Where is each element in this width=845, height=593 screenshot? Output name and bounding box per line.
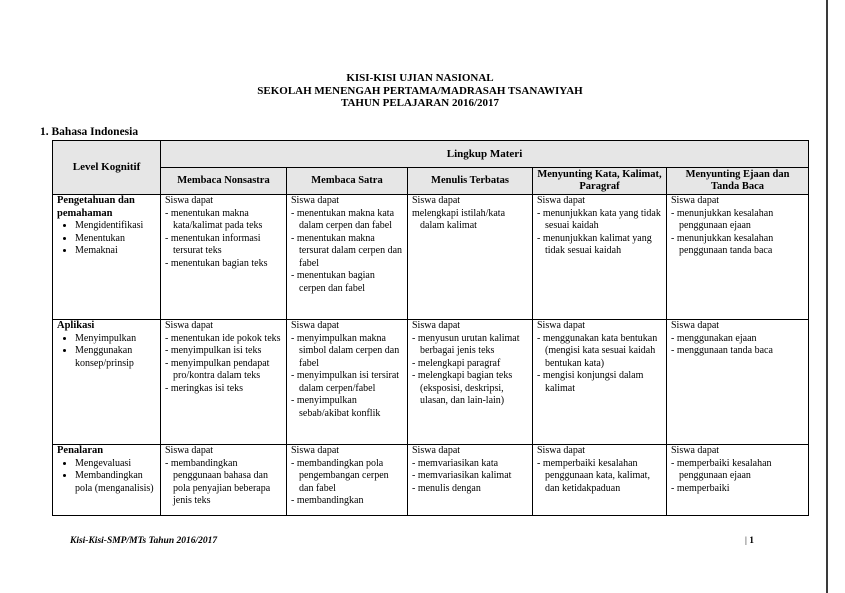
- table-cell: [287, 195, 408, 320]
- cell-line: Siswa dapat: [165, 445, 214, 456]
- cell-line: - menggunaan tanda baca: [671, 345, 773, 356]
- level-title: Pengetahuan dan pemahaman: [57, 195, 135, 219]
- cell-line: Siswa dapat: [412, 320, 461, 331]
- cell-line: - menentukan makna tersurat dalam cerpen dan fabel: [291, 232, 403, 269]
- cell-line: Siswa dapat: [671, 445, 720, 456]
- cell-line: - memperbaiki: [671, 482, 730, 494]
- table-cell: [667, 320, 809, 445]
- level-bullet: • Menggunakan konsep/prinsip: [75, 345, 156, 370]
- cell-line: - menyusun urutan kalimat berbagai jenis teks: [412, 332, 520, 356]
- section-heading: 1. Bahasa Indonesia: [40, 126, 139, 138]
- column-header: Menulis Terbatas: [408, 168, 533, 195]
- title-line-2: SEKOLAH MENENGAH PERTAMA/MADRASAH TSANAWIYAH: [257, 84, 583, 97]
- cell-line: - menyimpulkan pendapat pro/kontra dalam teks: [165, 357, 270, 381]
- table-cell: [408, 195, 533, 320]
- cell-line: - membandingkan pola pengembangan cerpen dan fabel: [291, 457, 389, 494]
- level-kognitif-header: Level Kognitif: [53, 141, 161, 195]
- cell-line: Siswa dapat: [537, 195, 586, 206]
- cell-line: - menunjukkan kata yang tidak sesuai kaidah: [537, 207, 661, 231]
- cell-line: - memperbaiki kesalahan penggunaan kata, kalimat, dan ketidakpaduan: [537, 457, 650, 494]
- level-cell: [53, 445, 161, 516]
- cell-line: Siswa dapat: [537, 445, 586, 456]
- cell-line: - menentukan makna kata/kalimat pada teks: [165, 207, 263, 231]
- table-cell: [287, 445, 408, 516]
- page-edge-bar: [826, 0, 828, 593]
- cell-line: Siswa dapat: [412, 195, 461, 206]
- page-number: 1: [749, 536, 755, 546]
- document-title: [40, 72, 800, 110]
- cell-line: - menentukan makna kata dalam cerpen dan fabel: [291, 207, 395, 231]
- cell-line: Siswa dapat: [291, 195, 340, 206]
- table-cell: [287, 320, 408, 445]
- column-header: Membaca Nonsastra: [161, 168, 287, 195]
- cell-line: melengkapi istilah/kata dalam kalimat: [412, 207, 506, 231]
- cell-line: - menyimpulkan isi tersirat dalam cerpen/fabel: [291, 370, 400, 394]
- cell-line: - menggunakan kata bentukan (mengisi kata sesuai kaidah bentukan kata): [537, 332, 658, 369]
- table-cell: [533, 320, 667, 445]
- level-cell: [53, 320, 161, 445]
- level-bullet: • Membandingkan pola (menganalisis): [75, 470, 156, 495]
- cell-line: Siswa dapat: [291, 445, 340, 456]
- table-cell: [533, 445, 667, 516]
- cell-line: - menunjukkan kalimat yang tidak sesuai kaidah: [537, 232, 652, 256]
- column-header: Menyunting Kata, Kalimat, Paragraf: [533, 168, 667, 195]
- cell-line: - menunjukkan kesalahan penggunaan tanda baca: [671, 232, 774, 256]
- cell-line: - menyimpulkan sebab/akibat konflik: [291, 395, 381, 419]
- cell-line: Siswa dapat: [165, 195, 214, 206]
- column-header: Menyunting Ejaan dan Tanda Baca: [667, 168, 809, 195]
- cell-line: - memperbaiki kesalahan penggunaan ejaan: [671, 457, 772, 481]
- cell-line: - menentukan bagian teks: [165, 257, 268, 269]
- table-cell: [161, 445, 287, 516]
- table-cell: [408, 320, 533, 445]
- kisi-kisi-table: [52, 140, 809, 516]
- cell-line: Siswa dapat: [671, 320, 720, 331]
- cell-line: - memvariasikan kata: [412, 457, 499, 469]
- page-separator: |: [745, 536, 750, 546]
- level-bullet: • Mengevaluasi: [75, 458, 156, 471]
- cell-line: - menentukan ide pokok teks: [165, 332, 281, 344]
- level-bullet: • Memaknai: [75, 245, 156, 258]
- cell-line: - menggunakan ejaan: [671, 332, 757, 344]
- cell-line: Siswa dapat: [671, 195, 720, 206]
- column-header: Membaca Satra: [287, 168, 408, 195]
- table-cell: [667, 445, 809, 516]
- cell-line: - menentukan informasi tersurat teks: [165, 232, 261, 256]
- level-title: Penalaran: [57, 445, 104, 456]
- cell-line: Siswa dapat: [291, 320, 340, 331]
- table-row: [53, 195, 809, 320]
- footer-page-number: [745, 536, 754, 546]
- cell-line: - memvariasikan kalimat: [412, 470, 512, 481]
- cell-line: Siswa dapat: [537, 320, 586, 331]
- cell-line: - mengisi konjungsi dalam kalimat: [537, 370, 644, 394]
- table-cell: [533, 195, 667, 320]
- level-bullet: • Mengidentifikasi: [75, 220, 156, 233]
- title-line-1: KISI-KISI UJIAN NASIONAL: [346, 72, 494, 84]
- table-row: [53, 320, 809, 445]
- cell-line: - menentukan bagian cerpen dan fabel: [291, 270, 375, 294]
- cell-line: Siswa dapat: [412, 445, 461, 456]
- table-cell: [408, 445, 533, 516]
- level-title: Aplikasi: [57, 320, 95, 331]
- lingkup-materi-header: Lingkup Materi: [161, 141, 809, 168]
- table-cell: [161, 320, 287, 445]
- level-bullet: • Menentukan: [75, 233, 156, 246]
- cell-line: - melengkapi paragraf: [412, 357, 501, 369]
- cell-line: Siswa dapat: [165, 320, 214, 331]
- cell-line: - meringkas isi teks: [165, 382, 244, 394]
- footer-document-label: Kisi-Kisi-SMP/MTs Tahun 2016/2017: [70, 536, 218, 546]
- level-bullet: • Menyimpulkan: [75, 333, 156, 346]
- cell-line: - membandingkan: [291, 495, 364, 506]
- table-cell: [161, 195, 287, 320]
- table-cell: [667, 195, 809, 320]
- table-row: [53, 445, 809, 516]
- cell-line: - menulis dengan: [412, 482, 481, 494]
- level-cell: [53, 195, 161, 320]
- cell-line: - melengkapi bagian teks (eksposisi, deskripsi, ulasan, dan lain-lain): [412, 370, 513, 406]
- cell-line: - membandingkan penggunaan bahasa dan pola penyajian beberapa jenis teks: [165, 457, 271, 506]
- cell-line: - menyimpulkan makna simbol dalam cerpen dan fabel: [291, 332, 400, 369]
- cell-line: - menyimpulkan isi teks: [165, 345, 262, 356]
- cell-line: - menunjukkan kesalahan penggunaan ejaan: [671, 207, 774, 231]
- title-line-3: TAHUN PELAJARAN 2016/2017: [340, 97, 500, 109]
